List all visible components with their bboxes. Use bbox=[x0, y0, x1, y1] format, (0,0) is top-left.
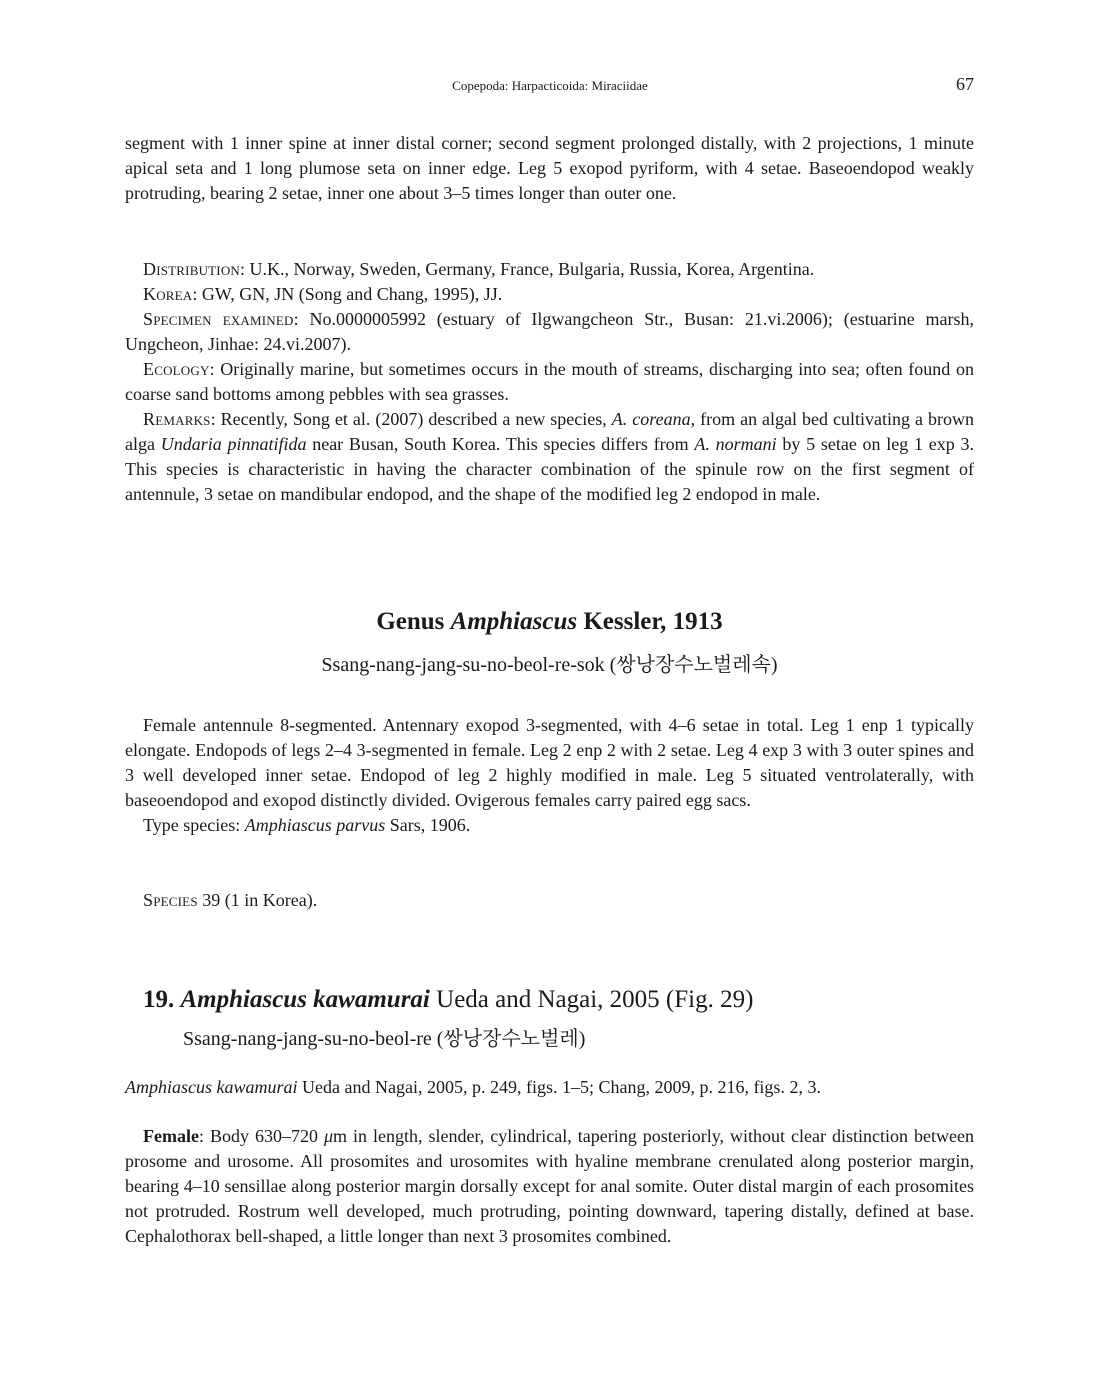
remarks-compared-species: A. normani bbox=[694, 434, 777, 454]
type-species-name: Amphiascus parvus bbox=[244, 815, 386, 835]
genus-description-section bbox=[125, 713, 974, 838]
specimen-paragraph: Specimen examined: No.0000005992 (estuary of Ilgwangcheon Str., Busan: 21.vi.2006); (estuarine marsh, Ungcheon, Jinhae: 24.vi.2007). bbox=[125, 309, 974, 354]
distribution-text: U.K., Norway, Sweden, Germany, France, Bulgaria, Russia, Korea, Argentina. bbox=[249, 259, 815, 279]
female-description bbox=[125, 1124, 974, 1249]
species-author: Ueda and Nagai, 2005 (Fig. 29) bbox=[429, 986, 754, 1013]
distribution-label: Distribution bbox=[143, 259, 241, 279]
korea-label: Korea bbox=[143, 284, 193, 304]
running-head: Copepoda: Harpacticoida: Miraciidae bbox=[452, 78, 648, 93]
species-count-value: 39 (1 in Korea). bbox=[197, 890, 318, 910]
genus-author: Kessler, 1913 bbox=[577, 608, 723, 635]
species-notes-section bbox=[125, 257, 974, 507]
korea-text: GW, GN, JN (Song and Chang, 1995), JJ. bbox=[201, 284, 503, 304]
female-text-1: : Body 630–720 bbox=[198, 1126, 324, 1146]
remarks-label: Remarks bbox=[143, 409, 211, 429]
species-count-section bbox=[125, 888, 974, 913]
female-text-2: m in length, slender, cylindrical, tapering posteriorly, without clear distinction between prosome and urosome. All prosomites and urosomites with hyaline membrane crenulated along posterior margin, bearing 4–10 sensillae along posterior margin dorsally except for anal somite. Outer distal margin of each prosomites not protruded. Rostrum well developed, much protruding, pointing downward, tapering distally, defined at base. Cephalothorax bell-shaped, a little longer than next 3 prosomites combined. bbox=[125, 1126, 974, 1246]
female-label: Female bbox=[143, 1126, 199, 1146]
type-species-label: Type species: bbox=[143, 815, 245, 835]
remarks-text-1: Recently, Song et al. (2007) described a new species, bbox=[220, 409, 612, 429]
type-species-author: Sars, 1906. bbox=[385, 815, 471, 835]
species-count-label: Species bbox=[143, 890, 198, 910]
species-korean-name: Ssang-nang-jang-su-no-beol-re (쌍낭장수노벌레) bbox=[183, 1028, 586, 1050]
remarks-alga-name: Undaria pinnatifida bbox=[160, 434, 307, 454]
synonymy-text: Ueda and Nagai, 2005, p. 249, figs. 1–5; Chang, 2009, p. 216, figs. 2, 3. bbox=[297, 1077, 821, 1097]
female-unit-mu: μ bbox=[323, 1126, 334, 1146]
remarks-paragraph: Remarks: Recently, Song et al. (2007) described a new species, A. coreana, from an algal bed cultivating a brown alga Undaria pinnatifida near Busan, South Korea. This species differs from A. normani by 5 setae on leg 1 exp 3. This species is characteristic in having the character combination of the spinule row on the first segment of antennule, 3 setae on mandibular endopod, and the shape of the modified leg 2 endopod in male. bbox=[125, 409, 974, 504]
species-number: 19. bbox=[143, 986, 175, 1013]
species-count-line bbox=[125, 888, 974, 913]
type-species-line bbox=[125, 813, 974, 838]
genus-heading bbox=[125, 608, 974, 636]
remarks-text-4: by 5 setae on leg 1 exp 3. This species is characteristic in having the character combination of the spinule row on the first segment of antennule, 3 setae on mandibular endopod, and the shape of the modified leg 2 endopod in male. bbox=[125, 434, 974, 504]
synonymy-line bbox=[125, 1075, 974, 1100]
remarks-text-3: near Busan, South Korea. This species differs from bbox=[306, 434, 695, 454]
genus-korean-name: Ssang-nang-jang-su-no-beol-re-sok (쌍낭장수노벌레속) bbox=[321, 654, 778, 676]
continuation-text: segment with 1 inner spine at inner distal corner; second segment prolonged distally, with 2 projections, 1 minute apical seta and 1 long plumose seta on inner edge. Leg 5 exopod pyriform, with 4 setae. Baseoendopod weakly protruding, bearing 2 setae, inner one about 3–5 times longer than outer one. bbox=[125, 133, 974, 203]
genus-prefix: Genus bbox=[376, 608, 451, 635]
genus-description: Female antennule 8-segmented. Antennary exopod 3-segmented, with 4–6 setae in total. Leg 1 enp 1 typically elongate. Endopods of legs 2–4 3-segmented in female. Leg 2 enp 2 with 2 setae. Leg 4 exp 3 with 3 outer spines and 3 well developed inner setae. Endopod of leg 2 highly modified in male. Leg 5 situated ventrolaterally, with baseoendopod and exopod distinctly divided. Ovigerous females carry paired egg sacs. bbox=[125, 715, 974, 810]
remarks-text-2: , from an algal bed cultivating a brown alga bbox=[125, 409, 974, 454]
specimen-label: Specimen examined bbox=[143, 309, 294, 329]
ecology-label: Ecology bbox=[143, 359, 210, 379]
species-name: Amphiascus kawamurai bbox=[180, 986, 430, 1013]
species-heading bbox=[143, 986, 753, 1014]
ecology-paragraph: Ecology: Originally marine, but sometimes occurs in the mouth of streams, discharging into sea; often found on coarse sand bottoms among pebbles with sea grasses. bbox=[125, 359, 974, 404]
synonymy-name: Amphiascus kawamurai bbox=[125, 1077, 298, 1097]
ecology-text: Originally marine, but sometimes occurs in the mouth of streams, discharging into sea; often found on coarse sand bottoms among pebbles with sea grasses. bbox=[125, 359, 974, 404]
korea-paragraph: Korea: GW, GN, JN (Song and Chang, 1995), JJ. bbox=[143, 284, 503, 304]
continuation-paragraph bbox=[125, 131, 974, 206]
page-number: 67 bbox=[956, 74, 974, 94]
specimen-text: No.0000005992 (estuary of Ilgwangcheon Str., Busan: 21.vi.2006); (estuarine marsh, Ungcheon, Jinhae: 24.vi.2007). bbox=[125, 309, 974, 354]
synonymy-section bbox=[125, 1075, 974, 1100]
female-description-section bbox=[125, 1124, 974, 1249]
distribution-paragraph: Distribution: U.K., Norway, Sweden, Germany, France, Bulgaria, Russia, Korea, Argentina. bbox=[143, 259, 815, 279]
genus-name: Amphiascus bbox=[450, 608, 578, 635]
remarks-species-name: A. coreana bbox=[611, 409, 691, 429]
